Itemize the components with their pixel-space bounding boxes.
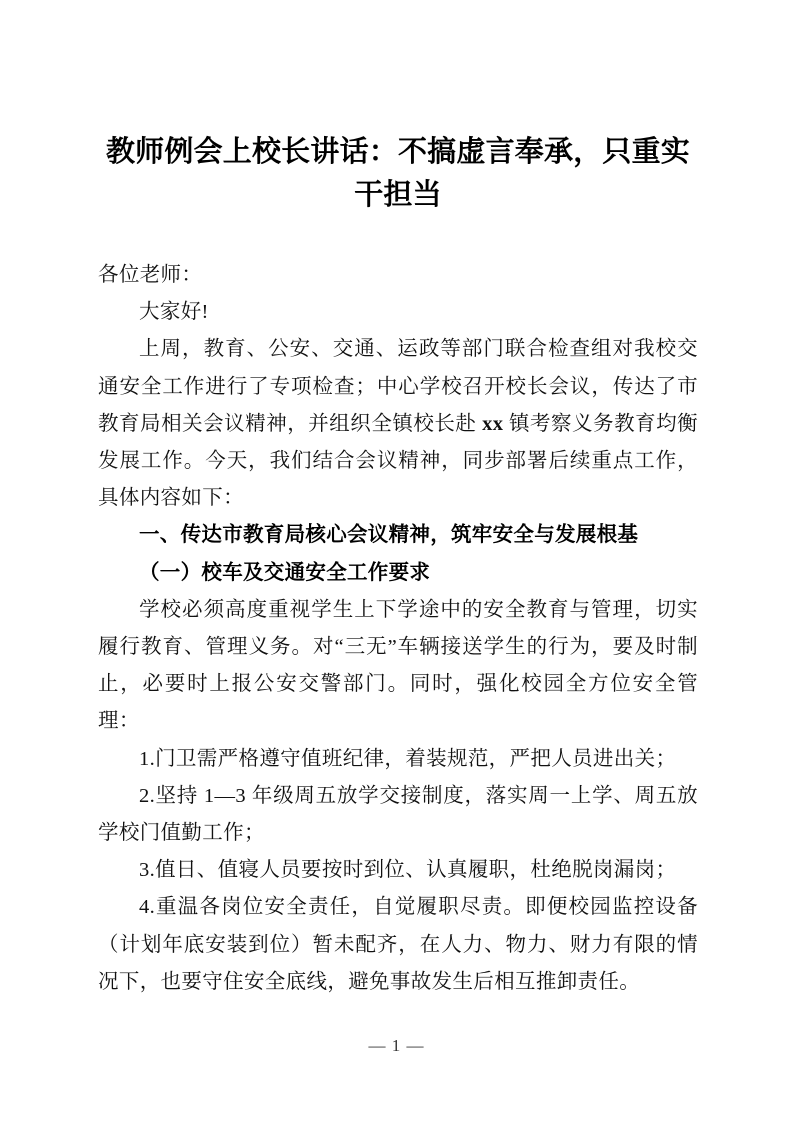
heading-section-one: 一、传达市教育局核心会议精神，筑牢安全与发展根基 bbox=[139, 524, 639, 547]
paragraph-salutation: 各位老师： bbox=[98, 264, 203, 286]
list-item-3: 3.值日、值寝人员要按时到位、认真履职，杜绝脱岗漏岗； bbox=[139, 859, 677, 882]
list-item-4: 4.重温各岗位安全责任，自觉履职尽责。即便校园监控设备（计划年底安装到位）暂未配齐，在人力、物力、财力有限的情况下，也要守住安全底线，避免事故发生后相互推卸责任。 bbox=[98, 896, 698, 993]
page-title: 教师例会上校长讲话：不搞虚言奉承，只重实干担当 bbox=[105, 136, 690, 211]
paragraph-opening: 上周，教育、公安、交通、运政等部门联合检查组对我校交通安全工作进行了专项检查；中心学校召开校长会议，传达了市教育局相关会议精神，并组织全镇校长赴 xx 镇考察义务教育均衡发展工作。今天，我们结合会议精神，同步部署后续重点工作，具体内容如下： bbox=[98, 338, 698, 510]
document-content bbox=[98, 0, 698, 1001]
heading-subsection-one-one: （一）校车及交通安全工作要求 bbox=[139, 561, 431, 584]
list-item-1: 1.门卫需严格遵守值班纪律，着装规范，严把人员进出关； bbox=[139, 747, 677, 770]
paragraph-greeting: 大家好! bbox=[139, 301, 209, 324]
page-number-label: — 1 — bbox=[368, 1036, 425, 1055]
page-number-footer bbox=[0, 1036, 793, 1056]
document-body bbox=[98, 257, 698, 1001]
latin-token: xx bbox=[482, 412, 504, 435]
list-item-2: 2.坚持 1—3 年级周五放学交接制度，落实周一上学、周五放学校门值勤工作； bbox=[98, 784, 698, 845]
paragraph-school-bus-safety: 学校必须高度重视学生上下学途中的安全教育与管理，切实履行教育、管理义务。对“三无”车辆接送学生的行为，要及时制止，必要时上报公安交警部门。同时，强化校园全方位安全管理： bbox=[98, 598, 698, 733]
